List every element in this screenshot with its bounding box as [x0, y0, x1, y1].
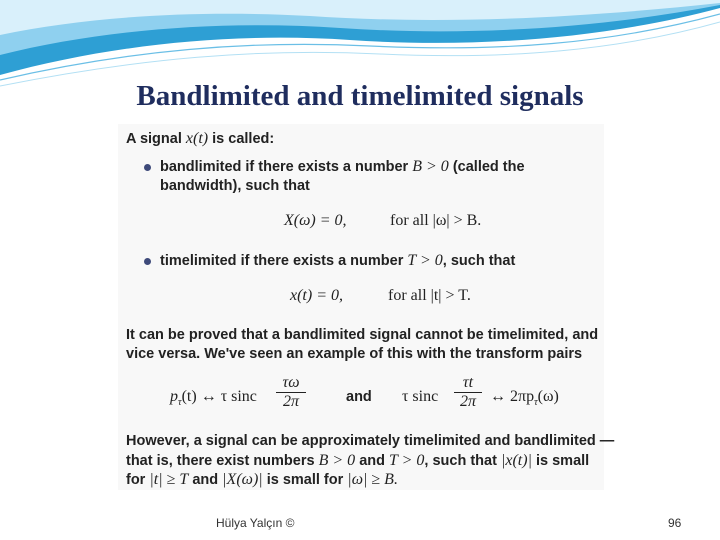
para2-line3-math2: |X(ω)| [222, 471, 263, 488]
transform-pair-right [402, 388, 438, 406]
bullet1-line2 [160, 178, 310, 194]
pair-right-fraction [454, 374, 482, 411]
bullet1-end: (called the [452, 159, 525, 175]
pair-left-frac-num: τω [276, 374, 306, 393]
intro-prefix: A signal [126, 131, 182, 147]
pair-right-frac-num: τt [454, 374, 482, 393]
bullet1-math: B > 0 [412, 158, 449, 175]
pair-right-lhs: τ sinc [402, 388, 439, 405]
para1-line2: vice versa. We've seen an example of this with the transform pairs [126, 346, 583, 362]
para2-line3-math1: |t| ≥ T [149, 471, 189, 488]
bandlimited-term: bandlimited [160, 159, 242, 175]
bullet2-text: if there exists a number [240, 253, 404, 269]
para2-line2-a: that is, there exist numbers [126, 453, 315, 469]
bullet2-end: , such that [442, 253, 516, 269]
pair-right-sub: τ [534, 397, 538, 409]
pair-right-rhs-b: (ω) [537, 388, 559, 405]
pair-left-p: p [170, 388, 178, 405]
bullet-icon [144, 258, 151, 265]
footer-author: Hülya Yalçın © [216, 516, 295, 530]
pair-right-rhs [490, 388, 559, 408]
pair-left-fraction [276, 374, 306, 411]
bandlimited-condition: for all |ω| > B. [390, 212, 482, 229]
para2-line2-math2: T > 0 [389, 452, 425, 469]
pair-right-rhs-a: ↔ 2πp [490, 388, 535, 405]
timelimited-condition: for all |t| > T. [388, 287, 471, 304]
bullet2-math: T > 0 [407, 252, 443, 269]
para1-line1: It can be proved that a bandlimited signal cannot be timelimited, and [126, 327, 599, 343]
intro-math: x(t) [185, 130, 209, 147]
timelimited-term: timelimited [160, 253, 237, 269]
para2-line3-b: and [192, 472, 219, 488]
and-word: and [346, 389, 372, 405]
bandwidth-term: bandwidth [160, 178, 233, 194]
intro-suffix: is called: [212, 131, 275, 147]
slide-title: Bandlimited and timelimited signals [136, 80, 584, 112]
pair-left-sub: τ [178, 397, 182, 409]
para2-line2-d: is small [536, 453, 590, 469]
bullet2-line [160, 252, 515, 270]
para2-line3-a: for [126, 472, 146, 488]
bullet1-line1 [160, 158, 525, 176]
pair-left-rest: (t) ↔ τ sinc [181, 388, 257, 405]
intro-line [126, 130, 274, 148]
bullet1-line2-rest: ), such that [232, 178, 310, 194]
bandlimited-equation: X(ω) = 0, [284, 212, 347, 229]
page-number: 96 [668, 516, 682, 530]
para2-line1: However, a signal can be approximately timelimited and bandlimited — [126, 433, 615, 449]
transform-pair-left [170, 388, 257, 408]
para2-line3-c: is small for [266, 472, 344, 488]
para2-line2-c: , such that [424, 453, 497, 469]
timelimited-equation: x(t) = 0, [290, 287, 343, 304]
para2-line2 [126, 452, 589, 470]
bullet-icon [144, 164, 151, 171]
para2-line2-b: and [359, 453, 385, 469]
content-panel [118, 124, 615, 490]
pair-right-frac-den: 2π [459, 393, 476, 410]
para2-line2-math1: B > 0 [318, 452, 356, 469]
para2-line3-math3: |ω| ≥ B. [347, 471, 398, 488]
pair-left-frac-den: 2π [282, 393, 299, 410]
bullet1-text: if there exists a number [245, 159, 409, 175]
para2-line2-math3: |x(t)| [500, 452, 532, 469]
para2-line3 [126, 471, 398, 489]
